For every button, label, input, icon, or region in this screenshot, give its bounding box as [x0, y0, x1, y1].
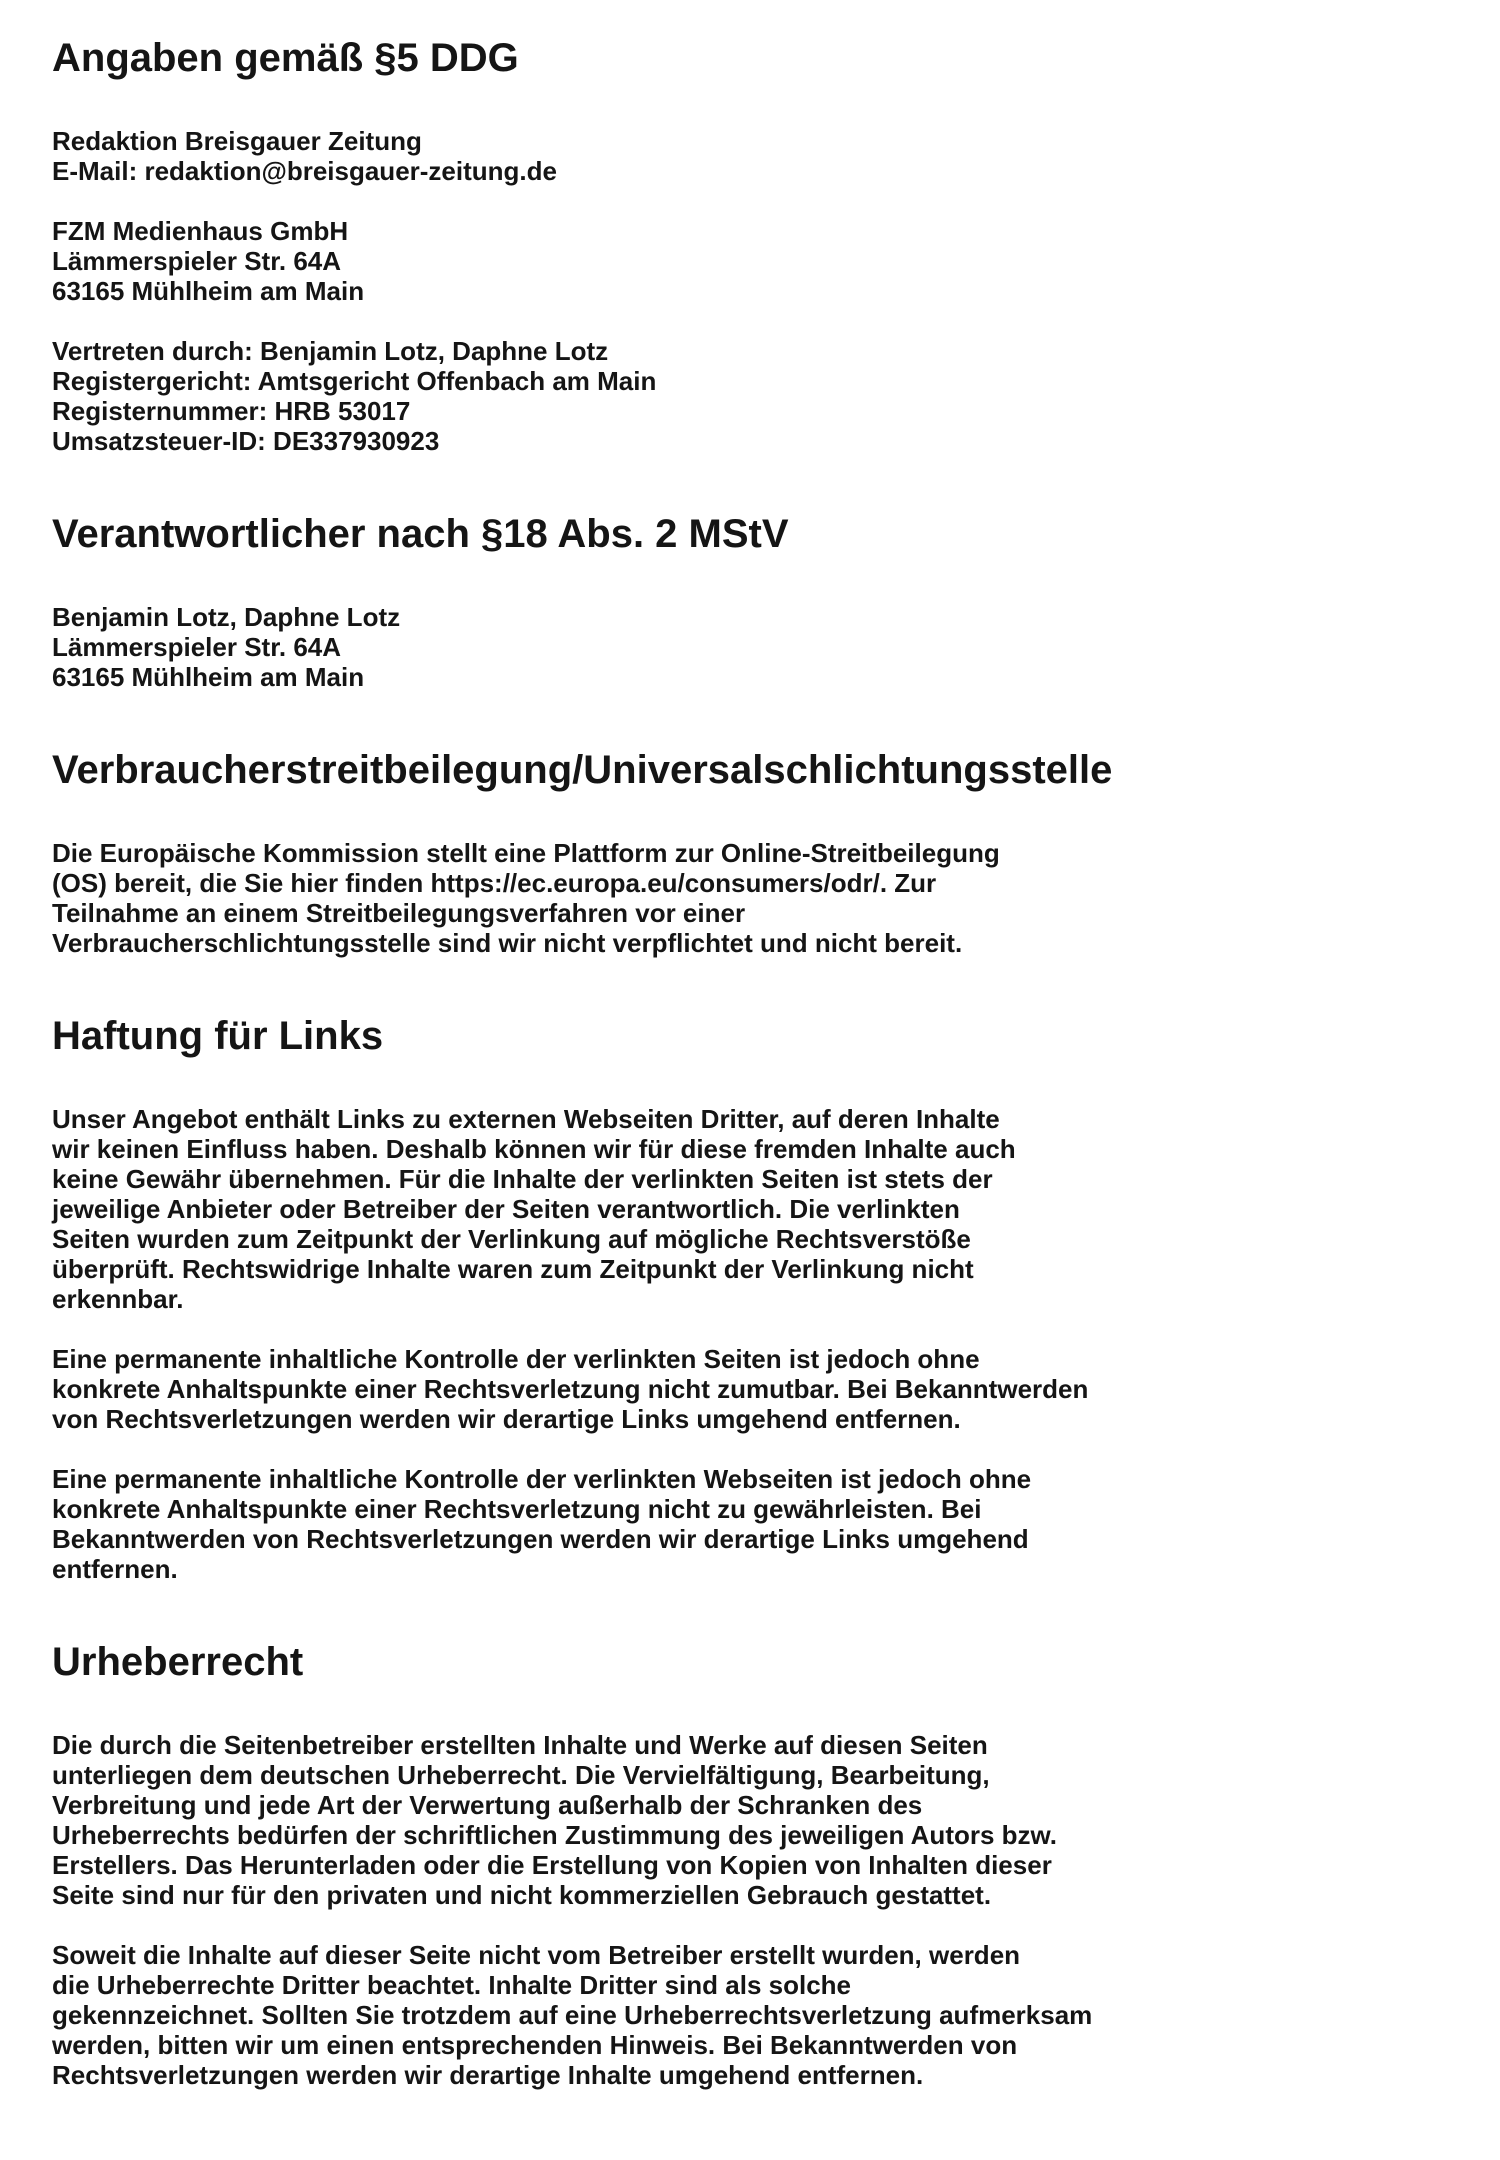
paragraph-copyright-own-content: Die durch die Seitenbetreiber erstellten Inhalte und Werke auf diesen Seiten unterliegen dem deutschen Urheberrecht. Die Vervielfältigung, Bearbeitung, Verbreitung und jede Art der Verwertung außerhalb der Schranken des Urheberrechts bedürfen der schriftlichen Zustimmung des jeweiligen Autors bzw. Erstellers. Das Herunterladen oder die Erstellung von Kopien von Inhalten dieser Seite sind nur für den privaten und nicht kommerziellen Gebrauch gestattet. [52, 1730, 1058, 1910]
paragraph-links-kontrolle-seiten: Eine permanente inhaltliche Kontrolle der verlinkten Seiten ist jedoch ohne konkrete Anhaltspunkte einer Rechtsverletzung nicht zumutbar. Bei Bekanntwerden von Rechtsverletzungen werden wir derartige Links umgehend entfernen. [52, 1344, 1089, 1434]
section-heading-haftung-links: Haftung für Links [52, 1014, 384, 1058]
paragraph-register-info: Vertreten durch: Benjamin Lotz, Daphne Lotz Registergericht: Amtsgericht Offenbach am Main Registernummer: HRB 53017 Umsatzsteuer-ID: DE337930923 [52, 336, 657, 456]
section-haftung-links [52, 1012, 1352, 1584]
section-urheberrecht [52, 1638, 1352, 2090]
paragraph-redaktion-contact: Redaktion Breisgauer Zeitung E-Mail: redaktion@breisgauer-zeitung.de [52, 126, 557, 186]
section-heading-angaben: Angaben gemäß §5 DDG [52, 36, 519, 80]
section-heading-urheberrecht: Urheberrecht [52, 1640, 304, 1684]
paragraph-os-plattform: Die Europäische Kommission stellt eine Plattform zur Online-Streitbeilegung (OS) bereit, die Sie hier finden https://ec.europa.eu/consumers/odr/. Zur Teilnahme an einem Streitbeilegungsverfahren vor einer Verbraucherschlichtungsstelle sind wir nicht verpflichtet und nicht bereit. [52, 838, 1000, 958]
section-heading-streitbeilegung: Verbraucherstreitbeilegung/Universalschlichtungsstelle [52, 748, 1113, 792]
section-streitbeilegung [52, 746, 1352, 958]
paragraph-links-disclaimer: Unser Angebot enthält Links zu externen Webseiten Dritter, auf deren Inhalte wir keinen Einfluss haben. Deshalb können wir für diese fremden Inhalte auch keine Gewähr übernehmen. Für die Inhalte der verlinkten Seiten ist stets der jeweilige Anbieter oder Betreiber der Seiten verantwortlich. Die verlinkten Seiten wurden zum Zeitpunkt der Verlinkung auf mögliche Rechtsverstöße überprüft. Rechtswidrige Inhalte waren zum Zeitpunkt der Verlinkung nicht erkennbar. [52, 1104, 1016, 1314]
paragraph-copyright-third-party: Soweit die Inhalte auf dieser Seite nicht vom Betreiber erstellt wurden, werden die Urheberrechte Dritter beachtet. Inhalte Dritter sind als solche gekennzeichnet. Sollten Sie trotzdem auf eine Urheberrechtsverletzung aufmerksam werden, bitten wir um einen entsprechenden Hinweis. Bei Bekanntwerden von Rechtsverletzungen werden wir derartige Inhalte umgehend entfernen. [52, 1940, 1093, 2090]
paragraph-company-address: FZM Medienhaus GmbH Lämmerspieler Str. 64A 63165 Mühlheim am Main [52, 216, 365, 306]
section-angaben [52, 34, 1352, 456]
impressum-page [52, 34, 1352, 2090]
paragraph-links-kontrolle-webseiten: Eine permanente inhaltliche Kontrolle der verlinkten Webseiten ist jedoch ohne konkrete Anhaltspunkte einer Rechtsverletzung nicht zu gewährleisten. Bei Bekanntwerden von Rechtsverletzungen werden wir derartige Links umgehend entfernen. [52, 1464, 1032, 1584]
paragraph-responsible-persons: Benjamin Lotz, Daphne Lotz Lämmerspieler Str. 64A 63165 Mühlheim am Main [52, 602, 401, 692]
section-heading-verantwortlicher: Verantwortlicher nach §18 Abs. 2 MStV [52, 512, 789, 556]
section-verantwortlicher [52, 510, 1352, 692]
